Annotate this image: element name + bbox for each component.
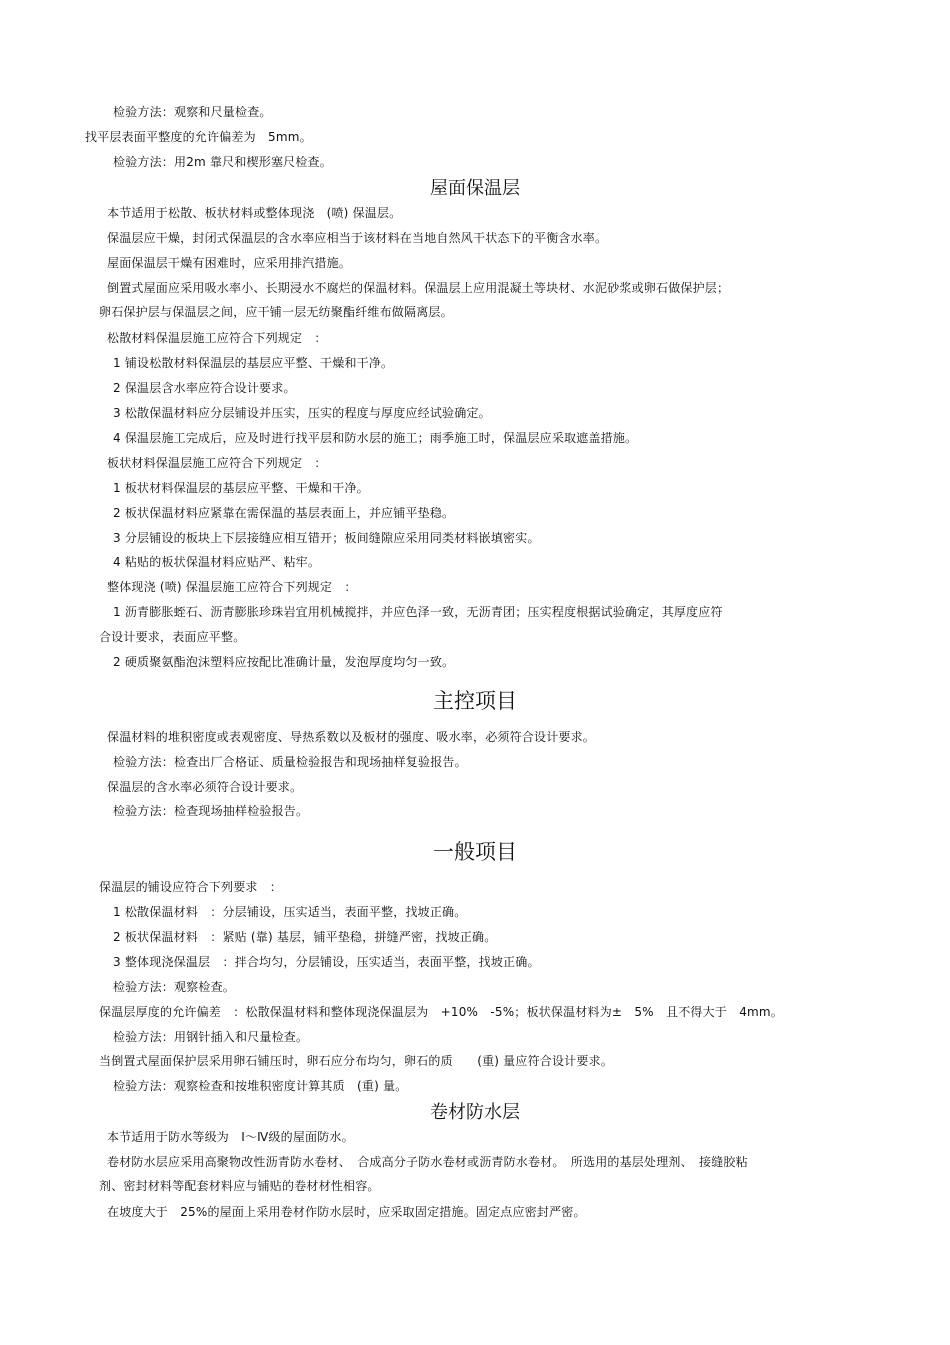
text-line: 检验方法：观察检查和按堆积密度计算其质 (重) 量。: [113, 1079, 408, 1093]
text-line: 检验方法：检查出厂合格证、质量检验报告和现场抽样复验报告。: [113, 755, 467, 769]
text-line: 卵石保护层与保温层之间，应干铺一层无纺聚酯纤维布做隔离层。: [99, 305, 453, 319]
text-line: 3 松散保温材料应分层铺设并压实，压实的程度与厚度应经试验确定。: [113, 406, 491, 420]
text-line: 本节适用于防水等级为 Ⅰ～Ⅳ级的屋面防水。: [107, 1130, 354, 1144]
section-heading: 主控项目: [433, 689, 517, 713]
text-line: 1 松散保温材料 ：分层铺设，压实适当，表面平整，找坡正确。: [113, 905, 467, 919]
text-line: 3 整体现浇保温层 ：拌合均匀，分层铺设，压实适当，表面平整，找坡正确。: [113, 955, 540, 969]
text-line: 1 板状材料保温层的基层应平整、干燥和干净。: [113, 481, 369, 495]
text-line: 2 板状保温材料 ：紧贴 (靠) 基层，铺平垫稳，拼缝严密，找坡正确。: [113, 930, 497, 944]
text-line: 保温层应干燥，封闭式保温层的含水率应相当于该材料在当地自然风干状态下的平衡含水率。: [107, 231, 608, 245]
text-line: 3 分层铺设的板块上下层接缝应相互错开；板间缝隙应采用同类材料嵌填密实。: [113, 531, 540, 545]
text-line: 板状材料保温层施工应符合下列规定 ：: [107, 456, 327, 470]
text-line: 2 硬质聚氨酯泡沫塑料应按配比准确计量，发泡厚度均匀一致。: [113, 655, 455, 669]
text-line: 屋面保温层干燥有困难时，应采用排汽措施。: [107, 256, 352, 270]
text-line: 检验方法：观察和尺量检查。: [113, 105, 272, 119]
text-line: 保温层的含水率必须符合设计要求。: [107, 780, 303, 794]
text-line: 整体现浇 (喷) 保温层施工应符合下列规定 ：: [107, 580, 357, 594]
text-line: 保温材料的堆积密度或表观密度、导热系数以及板材的强度、吸水率，必须符合设计要求。: [107, 730, 596, 744]
text-line: 检验方法：观察检查。: [113, 980, 236, 994]
text-line: 4 保温层施工完成后，应及时进行找平层和防水层的施工；雨季施工时，保温层应采取遮盖措施。: [113, 431, 638, 445]
text-line: 1 沥青膨胀蛭石、沥青膨胀珍珠岩宜用机械搅拌，并应色泽一致，无沥青团；压实程度根据试验确定，其厚度应符: [113, 605, 723, 619]
text-line: 在坡度大于 25%的屋面上采用卷材作防水层时，应采取固定措施。固定点应密封严密。: [107, 1205, 586, 1219]
section-heading: 一般项目: [433, 840, 517, 864]
text-line: 1 铺设松散材料保温层的基层应平整、干燥和干净。: [113, 356, 394, 370]
text-line: 2 保温层含水率应符合设计要求。: [113, 381, 296, 395]
text-line: 卷材防水层应采用高聚物改性沥青防水卷材、 合成高分子防水卷材或沥青防水卷材。 所选用的基层处理剂、 接缝胶粘: [107, 1155, 748, 1169]
text-line: 找平层表面平整度的允许偏差为 5mm。: [85, 130, 312, 144]
section-heading: 屋面保温层: [430, 178, 520, 199]
text-line: 保温层厚度的允许偏差 ：松散保温材料和整体现浇保温层为 +10% -5%；板状保温材料为± 5% 且不得大于 4mm。: [99, 1005, 784, 1019]
text-line: 4 粘贴的板状保温材料应贴严、粘牢。: [113, 555, 321, 569]
text-line: 合设计要求，表面应平整。: [99, 630, 246, 644]
text-line: 保温层的铺设应符合下列要求 ：: [99, 880, 283, 894]
text-line: 剂、密封材料等配套材料应与铺贴的卷材材性相容。: [99, 1179, 380, 1193]
text-line: 松散材料保温层施工应符合下列规定 ：: [107, 331, 327, 345]
section-heading: 卷材防水层: [430, 1102, 520, 1123]
text-line: 本节适用于松散、板状材料或整体现浇 (喷) 保温层。: [107, 206, 402, 220]
text-line: 当倒置式屋面保护层采用卵石铺压时，卵石应分布均匀，卵石的质 (重) 量应符合设计要求。: [99, 1054, 613, 1068]
text-line: 检验方法：检查现场抽样检验报告。: [113, 804, 309, 818]
text-line: 倒置式屋面应采用吸水率小、长期浸水不腐烂的保温材料。保温层上应用混凝土等块材、水泥砂浆或卵石做保护层；: [107, 281, 730, 295]
text-line: 2 板状保温材料应紧靠在需保温的基层表面上，并应铺平垫稳。: [113, 506, 455, 520]
text-line: 检验方法：用2m 靠尺和楔形塞尺检查。: [113, 155, 332, 169]
text-line: 检验方法：用钢针插入和尺量检查。: [113, 1030, 309, 1044]
